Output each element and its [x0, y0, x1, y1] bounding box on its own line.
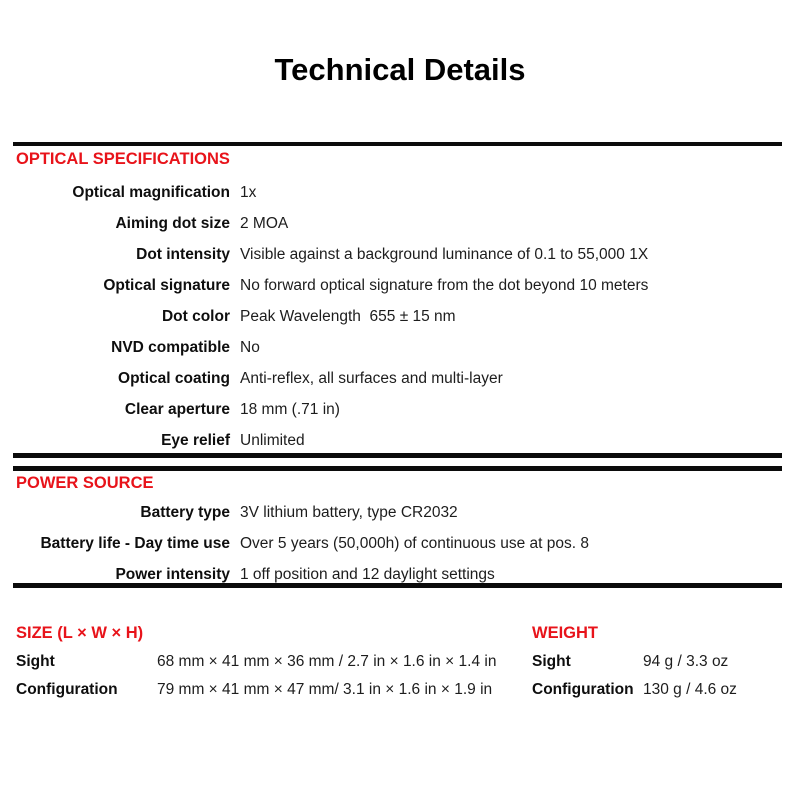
weight-value: 130 g / 4.6 oz: [643, 681, 737, 698]
spec-value: 2 MOA: [240, 214, 289, 232]
weight-label: Configuration: [532, 681, 634, 698]
size-value: 79 mm × 41 mm × 47 mm/ 3.1 in × 1.6 in × 1.9 in: [157, 681, 493, 698]
section-heading-weight: WEIGHT: [532, 624, 598, 642]
spec-label: Optical signature: [103, 276, 230, 294]
size-label: Configuration: [16, 681, 118, 698]
divider-double-bottom: [13, 466, 782, 471]
table-row: [13, 208, 788, 239]
spec-value: No forward optical signature from the dot beyond 10 meters: [240, 276, 649, 294]
spec-value: Unlimited: [240, 431, 305, 449]
table-row: [13, 301, 788, 332]
table-row: [13, 270, 788, 301]
spec-value: No: [240, 338, 260, 356]
table-row: [13, 497, 788, 528]
section-heading-size: SIZE (L × W × H): [16, 624, 144, 642]
size-value: 68 mm × 41 mm × 36 mm / 2.7 in × 1.6 in × 1.4 in: [157, 653, 497, 670]
spec-label: Optical magnification: [72, 183, 230, 201]
spec-value: Visible against a background luminance of 0.1 to 55,000 1X: [240, 245, 649, 263]
table-row: [13, 363, 788, 394]
spec-label: Eye relief: [161, 431, 230, 449]
table-row: [13, 177, 788, 208]
section-heading-optical-specifications: OPTICAL SPECIFICATIONS: [16, 150, 230, 168]
spec-value: 1x: [240, 183, 257, 201]
section-heading-power-source: POWER SOURCE: [16, 474, 154, 492]
divider-bottom: [13, 583, 782, 588]
spec-value: 1 off position and 12 daylight settings: [240, 565, 495, 583]
size-label: Sight: [16, 653, 55, 670]
table-row: [13, 239, 788, 270]
spec-value: 18 mm (.71 in): [240, 400, 340, 418]
divider-top: [13, 142, 782, 146]
weight-value: 94 g / 3.3 oz: [643, 653, 729, 670]
table-row: [532, 676, 788, 704]
table-row: [13, 528, 788, 559]
weight-table: [532, 648, 788, 704]
table-row: [16, 676, 532, 704]
spec-value: Anti-reflex, all surfaces and multi-layer: [240, 369, 503, 387]
page-title: Technical Details: [274, 52, 526, 87]
weight-label: Sight: [532, 653, 571, 670]
table-row: [13, 394, 788, 425]
size-table: [16, 648, 532, 704]
spec-value: Over 5 years (50,000h) of continuous use at pos. 8: [240, 534, 589, 552]
spec-label: Clear aperture: [124, 400, 230, 418]
spec-value: 3V lithium battery, type CR2032: [240, 503, 458, 521]
table-row: [13, 332, 788, 363]
spec-label: Power intensity: [115, 565, 230, 583]
spec-label: Dot intensity: [136, 245, 230, 263]
spec-label: Optical coating: [118, 369, 230, 387]
spec-label: Aiming dot size: [115, 214, 230, 232]
spec-label: NVD compatible: [111, 338, 230, 356]
spec-label: Battery type: [140, 503, 230, 521]
divider-double-top: [13, 453, 782, 458]
table-row: [16, 648, 532, 676]
table-row: [13, 425, 788, 456]
spec-label: Battery life - Day time use: [40, 534, 230, 552]
spec-value: Peak Wavelength 655 ± 15 nm: [240, 307, 456, 325]
power-source-table: [13, 497, 788, 590]
spec-label: Dot color: [161, 307, 230, 325]
table-row: [532, 648, 788, 676]
optical-specifications-table: [13, 177, 788, 456]
